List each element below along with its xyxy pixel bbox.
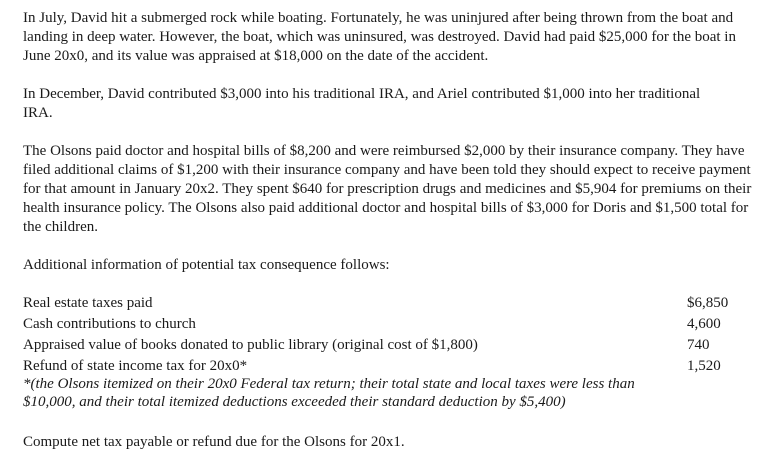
info-label: Cash contributions to church [23,316,196,332]
tax-info-list [23,293,729,377]
info-value: $6,850 [687,295,729,311]
info-value: 4,600 [687,316,721,332]
list-item [23,335,725,356]
list-item [23,356,725,377]
info-value: 1,520 [687,358,721,374]
paragraph-medical-expenses: The Olsons paid doctor and hospital bills of $8,200 and were reimbursed $2,000 by their insurance company. They have filed additional claims of $1,200 with their insurance company and have been told they should expect to receive payment for that amount in January 20x2. They spent $640 for prescription drugs and medicines and $5,904 for premiums on their health insurance policy. The Olsons also paid additional doctor and hospital bills of $3,000 for Doris and $1,500 total for the children. [23,143,752,235]
paragraph-additional-info-intro: Additional information of potential tax consequence follows: [23,257,390,273]
list-item [23,314,725,335]
footnote: *(the Olsons itemized on their 20x0 Federal tax return; their total state and local taxes were less than $10,000, and their total itemized deductions exceeded their standard deduction by $5,400) [23,376,635,410]
paragraph-ira-contributions: In December, David contributed $3,000 into his traditional IRA, and Ariel contributed $1,000 into her traditional IRA. [23,86,701,121]
question-prompt: Compute net tax payable or refund due for the Olsons for 20x1. [23,434,405,450]
info-label: Real estate taxes paid [23,295,153,311]
paragraph-boat-accident: In July, David hit a submerged rock while boating. Fortunately, he was uninjured after being thrown from the boat and landing in deep water. However, the boat, which was uninsured, was destroyed. David had paid $25,000 for the boat in June 20x0, and its value was appraised at $18,000 on the date of the accident. [23,10,736,64]
info-label: Refund of state income tax for 20x0* [23,358,248,374]
info-label: Appraised value of books donated to public library (original cost of $1,800) [23,337,478,353]
info-value: 740 [687,337,710,353]
list-item [23,293,729,314]
